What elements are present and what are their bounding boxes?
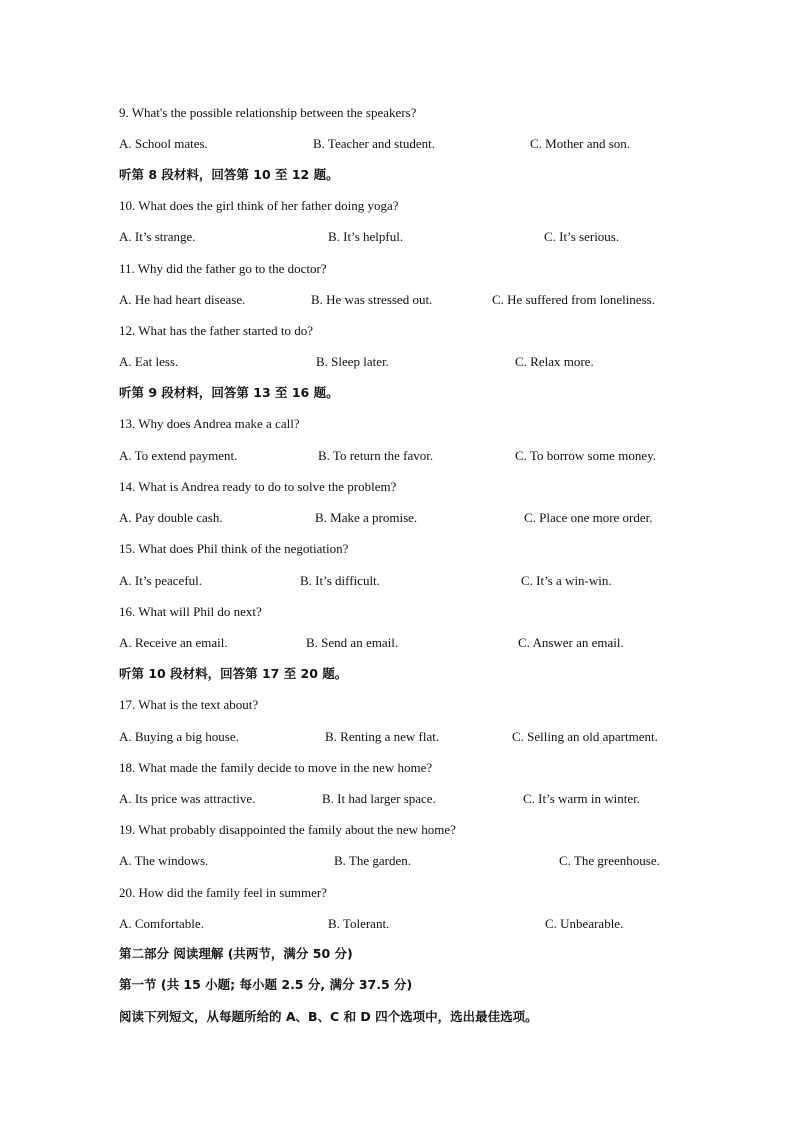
option-a: A. Pay double cash. (119, 510, 223, 525)
option-b: B. It had larger space. (322, 791, 436, 806)
option-b: B. Teacher and student. (313, 136, 435, 151)
question-text: 14. What is Andrea ready to do to solve the problem? (119, 479, 397, 494)
option-a: A. Its price was attractive. (119, 791, 256, 806)
option-c: C. It’s warm in winter. (523, 791, 640, 806)
option-a: A. School mates. (119, 136, 208, 151)
option-c: C. Mother and son. (530, 136, 631, 151)
option-c: C. It’s a win-win. (521, 573, 612, 588)
question-text: 17. What is the text about? (119, 697, 259, 712)
option-a: A. It’s peaceful. (119, 573, 203, 588)
option-c: C. Relax more. (515, 354, 594, 369)
question-text: 20. How did the family feel in summer? (119, 885, 327, 900)
option-c: C. Answer an email. (518, 635, 624, 650)
option-c: C. It’s serious. (544, 229, 620, 244)
option-b: B. He was stressed out. (311, 292, 433, 307)
option-a: A. He had heart disease. (119, 292, 246, 307)
question-text: 13. Why does Andrea make a call? (119, 416, 300, 431)
option-a: A. Comfortable. (119, 916, 204, 931)
option-b: B. Make a promise. (315, 510, 418, 525)
option-b: B. Renting a new flat. (325, 729, 440, 744)
option-b: B. To return the favor. (318, 448, 434, 463)
option-a: A. Receive an email. (119, 635, 228, 650)
option-a: A. It’s strange. (119, 229, 196, 244)
section-heading: 阅读下列短文，从每题所给的 A、B、C 和 D 四个选项中，选出最佳选项。 (119, 1009, 538, 1024)
option-b: B. Sleep later. (316, 354, 389, 369)
option-c: C. Unbearable. (545, 916, 624, 931)
question-text: 9. What's the possible relationship between the speakers? (119, 105, 417, 120)
option-b: B. Tolerant. (328, 916, 390, 931)
option-a: A. To extend payment. (119, 448, 238, 463)
section-heading: 听第 8 段材料，回答第 10 至 12 题。 (119, 167, 339, 182)
option-c: C. He suffered from loneliness. (492, 292, 655, 307)
question-text: 12. What has the father started to do? (119, 323, 313, 338)
option-a: A. Buying a big house. (119, 729, 239, 744)
question-text: 10. What does the girl think of her father doing yoga? (119, 198, 399, 213)
question-text: 15. What does Phil think of the negotiation? (119, 541, 349, 556)
section-heading: 听第 10 段材料，回答第 17 至 20 题。 (119, 666, 348, 681)
option-c: C. The greenhouse. (559, 853, 660, 868)
option-a: A. Eat less. (119, 354, 179, 369)
section-heading: 第二部分 阅读理解 (共两节，满分 50 分) (119, 946, 353, 961)
option-a: A. The windows. (119, 853, 209, 868)
option-c: C. Place one more order. (524, 510, 653, 525)
section-heading: 听第 9 段材料，回答第 13 至 16 题。 (119, 385, 339, 400)
question-text: 18. What made the family decide to move in the new home? (119, 760, 433, 775)
section-heading: 第一节 (共 15 小题; 每小题 2.5 分, 满分 37.5 分) (119, 977, 413, 992)
question-text: 19. What probably disappointed the family about the new home? (119, 822, 456, 837)
option-b: B. It’s difficult. (300, 573, 380, 588)
option-b: B. The garden. (334, 853, 412, 868)
option-b: B. Send an email. (306, 635, 399, 650)
option-c: C. To borrow some money. (515, 448, 656, 463)
question-text: 16. What will Phil do next? (119, 604, 262, 619)
option-c: C. Selling an old apartment. (512, 729, 658, 744)
option-b: B. It’s helpful. (328, 229, 404, 244)
question-text: 11. Why did the father go to the doctor? (119, 261, 327, 276)
